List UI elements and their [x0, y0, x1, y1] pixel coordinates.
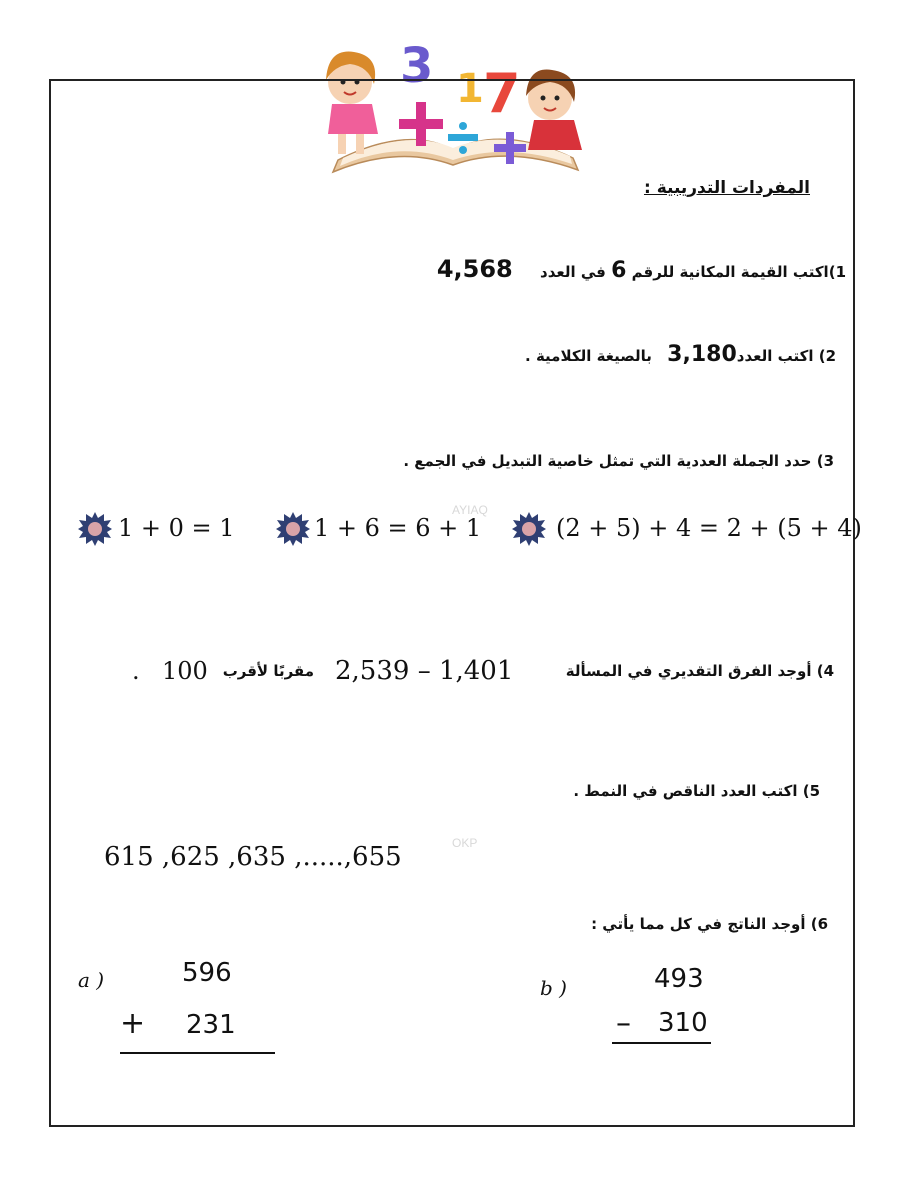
- minuend: 493: [654, 964, 704, 994]
- question-6: [591, 915, 828, 933]
- question-tail: بالصيغة الكلامية .: [525, 347, 652, 365]
- number-pattern: 615 ,625 ,635 ,.....,655: [104, 842, 402, 872]
- question-5: [573, 782, 820, 800]
- question-text: اكتب العدد: [736, 347, 814, 365]
- round-value: 100: [162, 657, 208, 685]
- question-text: أوجد الناتج في كل مما يأتي :: [591, 915, 806, 933]
- question-text: اكتب القيمة المكانية للرقم: [631, 263, 829, 281]
- question-number: 4): [816, 662, 834, 680]
- subtrahend: 310: [658, 1008, 708, 1038]
- option-expression: (2 + 5) + 4 = 2 + (5 + 4): [556, 514, 862, 542]
- watermark: OKP: [452, 836, 478, 850]
- sum-line: [120, 1052, 275, 1054]
- difference-line: [612, 1042, 711, 1044]
- page-border: [49, 79, 855, 1127]
- question-1: [437, 255, 846, 283]
- question-number: 3): [816, 452, 834, 470]
- svg-text:1: 1: [456, 66, 484, 112]
- question-text: أوجد الفرق التقديري في المسألة: [565, 662, 812, 680]
- period: .: [132, 657, 140, 685]
- question-4-text: [566, 662, 834, 680]
- estimate-expression: 2,539 – 1,401: [335, 656, 514, 686]
- option-badge-icon[interactable]: [78, 512, 112, 546]
- number-value: 3,180: [667, 342, 737, 367]
- watermark: AYIAQ: [452, 503, 488, 517]
- question-2: [525, 342, 836, 367]
- question-text-mid: في العدد: [540, 263, 606, 281]
- option-expression: 1 + 6 = 6 + 1: [314, 514, 482, 542]
- part-a-label: a ): [78, 968, 105, 992]
- minus-sign: –: [616, 1006, 631, 1041]
- question-text: اكتب العدد الناقص في النمط .: [573, 782, 798, 800]
- part-b-label: b ): [540, 976, 567, 1000]
- question-number: 5): [802, 782, 820, 800]
- question-text: حدد الجملة العددية التي تمثل خاصية التبديل في الجمع .: [403, 452, 812, 470]
- question-3: [403, 452, 834, 470]
- digit: 6: [611, 258, 627, 283]
- addend-bottom: 231: [186, 1010, 236, 1040]
- question-number: 2): [818, 347, 836, 365]
- svg-text:7: 7: [483, 62, 521, 125]
- addend-top: 596: [182, 958, 232, 988]
- option-badge-icon[interactable]: [276, 512, 310, 546]
- option-badge-icon[interactable]: [512, 512, 546, 546]
- option-expression: 1 + 0 = 1: [118, 514, 235, 542]
- question-number: 6): [810, 915, 828, 933]
- question-4-tail: مقربًا لأقرب: [222, 662, 314, 680]
- question-number: 1): [828, 263, 846, 281]
- plus-sign: +: [120, 1006, 146, 1041]
- section-title: المفردات التدريبية :: [643, 178, 810, 198]
- svg-text:3: 3: [400, 38, 434, 94]
- number-value: 4,568: [436, 255, 513, 283]
